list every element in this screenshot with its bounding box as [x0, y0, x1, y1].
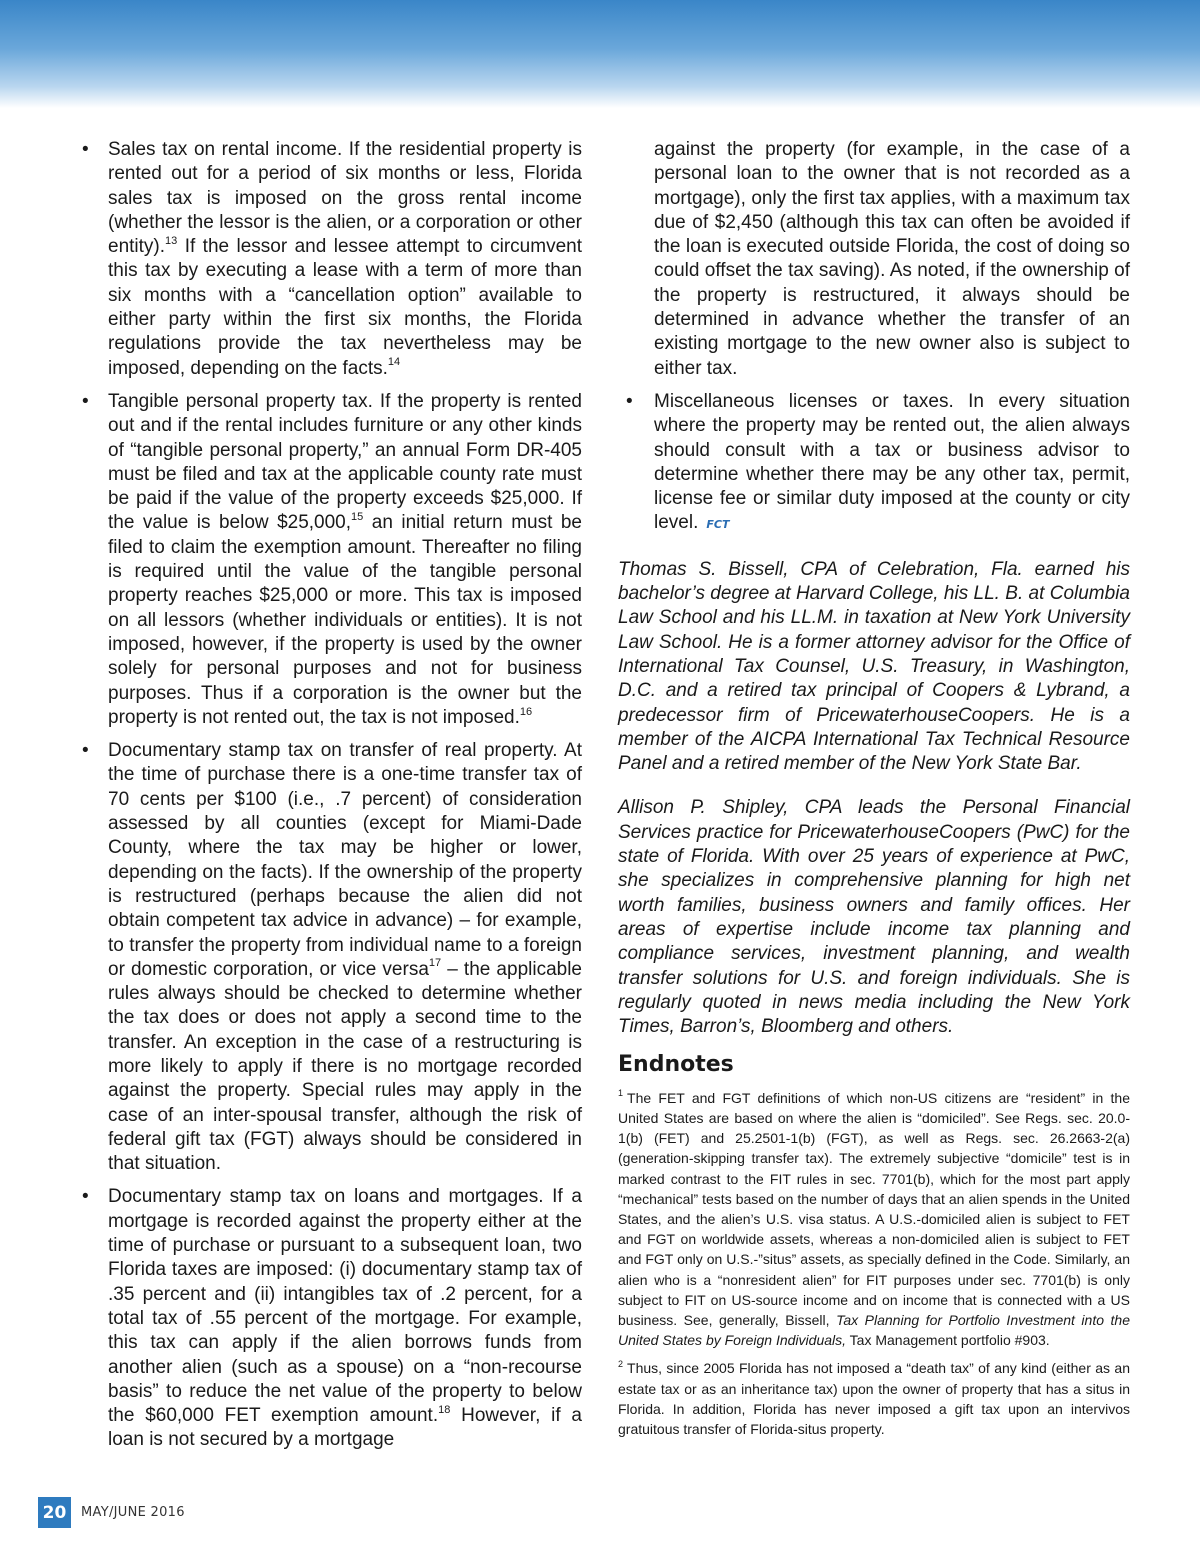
paragraph-text: However, if a loan is not secured by a mortgage [108, 1405, 582, 1451]
paragraph-text: – the applicable rules always should be checked to determine whether the tax does or does not apply a second time to the transfer. An exception in the case of a restructuring is more likely to apply if there is no mortgage recorded against the property. Special rules may apply in the case of an inter-spousal transfer, although the risk of federal gift tax (FGT) always should be considered in that situation. [108, 958, 582, 1175]
right-column [618, 138, 1130, 1447]
page-footer [38, 1497, 185, 1528]
paragraph-text: If the lessor and lessee attempt to circumvent this tax by executing a lease with a term of more than six months with a “cancellation option” available to either party within the first six months, the Florida regulations provide the tax nevertheless may be imposed, depending on the facts. [108, 236, 582, 379]
left-column [80, 138, 582, 1462]
paragraph-text: Tangible personal property tax. If the property is rented out and if the rental includes furniture or any other kinds of “tangible personal property,” an annual Form DR-405 must be filed and tax at the applicable county rate must be paid if the value of the property exceeds $25,000. If the value is below $25,000, [108, 390, 582, 534]
issue-date: MAY/JUNE 2016 [81, 1505, 185, 1520]
paragraph-text: Miscellaneous licenses or taxes. In every situation where the property may be rented out, the alien always should consult with a tax or business advisor to determine whether there may be any other tax, permit, license fee or similar duty imposed at the county or city level. [654, 390, 1130, 534]
footnote-ref: 18 [438, 1403, 451, 1416]
bullet-stamp-tax-mortgages [80, 1185, 582, 1452]
header-band [0, 0, 1200, 108]
continued-paragraph: against the property (for example, in the case of a personal loan to the owner that is not recorded as a mortgage), only the first tax applies, with a maximum tax due of $2,450 (although this tax can often be avoided if the loan is executed outside Florida, the cost of doing so could offset the tax saving). As noted, if the ownership of the property is restructured, it always should be determined in advance whether the transfer of an existing mortgage to the new owner also is subject to either tax. [654, 139, 1130, 379]
endnote-2 [618, 1358, 1130, 1439]
paragraph-text: Documentary stamp tax on transfer of real property. At the time of purchase there is a one-time transfer tax of 70 cents per $100 (i.e., .7 percent) of consideration assessed by all counties (except for Miami-Dade County, where the tax may be higher or lower, depending on the facts). If the ownership of the property is restructured (perhaps because the alien did not obtain competent tax advice in advance) – for example, to transfer the property from individual name to a foreign or domestic corporation, or vice versa [108, 740, 582, 980]
footnote-ref: 14 [387, 356, 401, 369]
bullet-tangible-property-tax [80, 390, 582, 730]
endnote-text: Tax Management portfolio #903. [846, 1332, 1050, 1349]
footnote-ref: 13 [165, 234, 178, 247]
endnote-text: Thus, since 2005 Florida has not imposed a “death tax” of any kind (either as an estate tax or as an inheritance tax) upon the owner of property that has a situs in Florida. In addition, Florida has never imposed a gift tax upon an intervivos gratuitous transfer of Florida-situs property. [618, 1360, 1130, 1437]
author-bio-bissell: Thomas S. Bissell, CPA of Celebration, Fla. earned his bachelor’s degree at Harvard College, his LL. B. at Columbia Law School and his LL.M. in taxation at New York University Law School. He is a former attorney advisor for the Office of International Tax Counsel, U.S. Treasury, in Washington, D.C. and a retired tax principal of Coopers & Lybrand, a predecessor firm of PricewaterhouseCoopers. He is a member of the AICPA International Tax Technical Resource Panel and a retired member of the New York State Bar. [618, 558, 1130, 775]
endnote-number: 2 [618, 1358, 624, 1369]
paragraph-text: an initial return must be filed to claim the exemption amount. Thereafter no filing is required until the value of the tangible personal property reaches $25,000 or more. This tax is imposed on all lessors (whether individuals or entities). It is not imposed, however, if the property is used by the owner solely for personal purposes and not for business purposes. Thus if a corporation is the owner but the property is not rented out, the tax is not imposed. [108, 512, 582, 728]
bullet-dot: • [626, 390, 633, 412]
endnote-1 [618, 1088, 1130, 1351]
bullet-stamp-tax-transfer [80, 739, 582, 1176]
author-bio-shipley: Allison P. Shipley, CPA leads the Personal Financial Services practice for PricewaterhouseCoopers (PwC) for the state of Florida. With over 25 years of experience at PwC, she specializes in comprehensive planning for high net worth families, business owners and family offices. Her areas of expertise include income tax planning and compliance services, investment planning, and wealth transfer solutions for U.S. and foreign individuals. She is regularly quoted in news media including the New York Times, Barron’s, Bloomberg and others. [618, 797, 1130, 1038]
endnotes-heading: Endnotes [618, 1052, 734, 1078]
bullet-dot: • [82, 390, 89, 412]
paragraph-text: Documentary stamp tax on loans and mortgages. If a mortgage is recorded against the property either at the time of purchase or pursuant to a subsequent loan, two Florida taxes are imposed: (i) documentary stamp tax of .35 percent and (ii) intangibles tax of .2 percent, for a total tax of .55 percent of the mortgage. For example, this tax can apply if the alien borrows funds from another alien (such as a spouse) on a “non-recourse basis” to reduce the net value of the property to below the $60,000 FET exemption amount. [108, 1186, 582, 1427]
page-number-badge: 20 [38, 1497, 71, 1528]
bullet-dot: • [82, 139, 89, 160]
footnote-ref: 15 [351, 511, 364, 524]
endnote-number: 1 [618, 1088, 624, 1099]
paragraph-text: Sales tax on rental income. If the residential property is rented out for a period of six months or less, Florida sales tax is imposed on the gross rental income (whether the lessor is the alien, or a corporation or other entity). [108, 139, 582, 258]
bullet-dot: • [82, 740, 89, 762]
fct-end-mark: FCT [706, 518, 730, 532]
bullet-sales-tax [80, 138, 582, 381]
endnote-text: The FET and FGT definitions of which non-US citizens are “resident” in the United States are based on where the alien is “domiciled”. See Regs. sec. 20.0-1(b) (FET) and 25.2501-1(b) (FGT), as well as Regs. sec. 26.2663-2(a) (generation-skipping transfer tax). The extremely subjective “domicile” test is in marked contrast to the FIT rules in sec. 7701(b), which for the most part apply “mechanical” tests based on the number of days that an alien spends in the United States, and the alien’s U.S. visa status. A U.S.-domiciled alien is subject to FET and FGT on worldwide assets, whereas a non-domiciled alien is subject to FET and FGT only on U.S.-”situs” assets, as specially defined in the Code. Similarly, an alien who is a “nonresident alien” for FIT purposes under sec. 7701(b) is only subject to FIT on US-source income and on income that is connected with a US business. See, generally, Bissell, [618, 1089, 1130, 1328]
footnote-ref: 17 [428, 957, 442, 970]
bullet-dot: • [82, 1186, 89, 1208]
bullet-misc-licenses [618, 390, 1130, 538]
footnote-ref: 16 [519, 705, 533, 718]
endnote-title: Tax Planning for Portfolio Investment into the United States by Foreign Individuals, [618, 1311, 1130, 1349]
